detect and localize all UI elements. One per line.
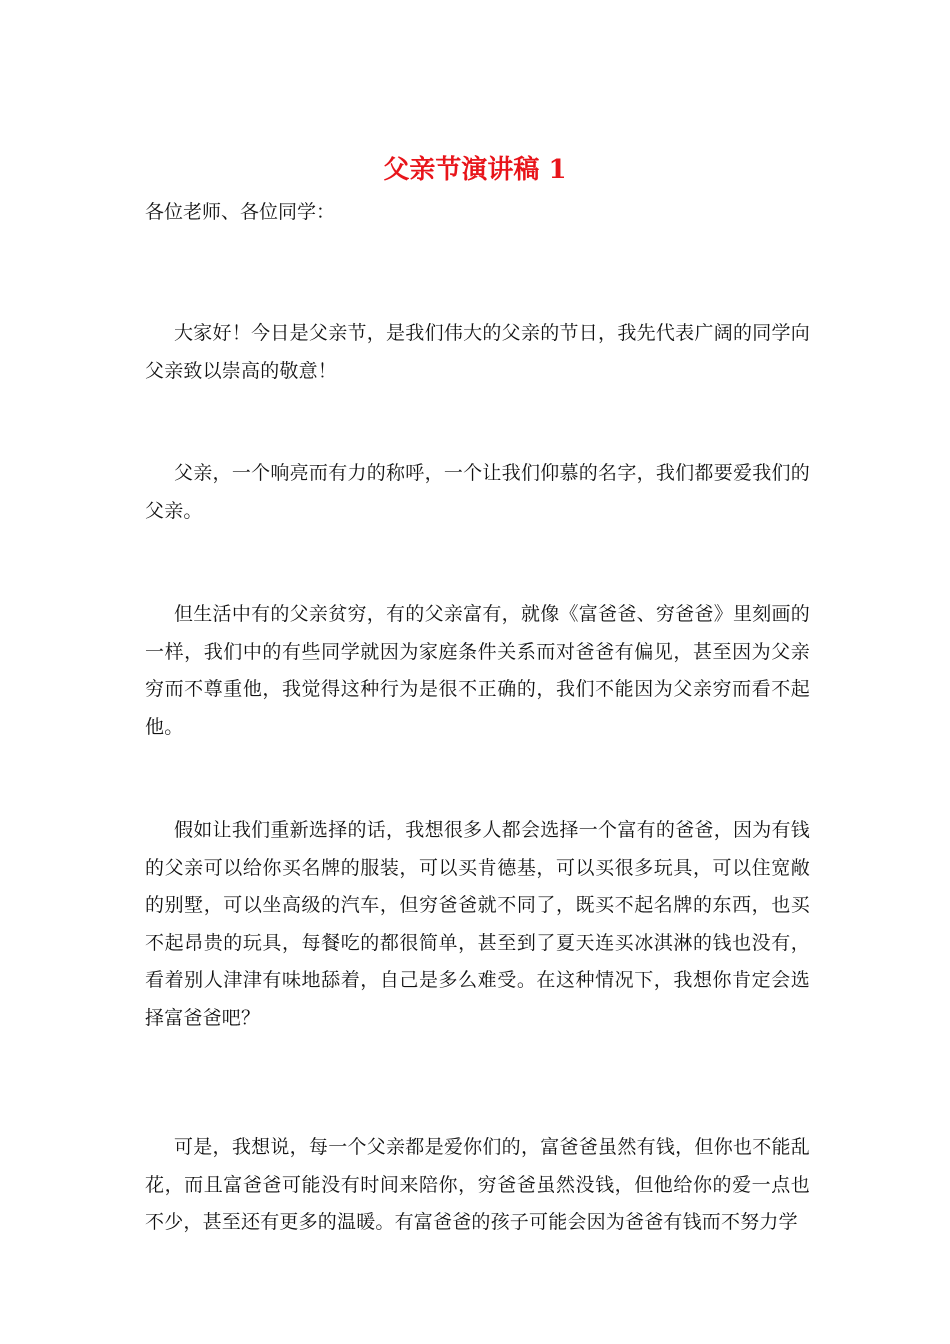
- paragraph-choice: 假如让我们重新选择的话，我想很多人都会选择一个富有的爸爸，因为有钱的父亲可以给你买名牌的服装，可以买肯德基，可以买很多玩具，可以住宽敞的别墅，可以坐高级的汽车，但穷爸爸就不同了，既买不起名牌的东西，也买不起昂贵的玩具，每餐吃的都很简单，甚至到了夏天连买冰淇淋的钱也没有，看着别人津津有味地舔着，自己是多么难受。在这种情况下，我想你肯定会选择富爸爸吧？: [145, 819, 810, 1029]
- salutation: 各位老师、各位同学：: [145, 201, 336, 223]
- paragraph-father-name: 父亲，一个响亮而有力的称呼，一个让我们仰慕的名字，我们都要爱我们的父亲。: [145, 462, 810, 522]
- paragraph-rich-poor: 但生活中有的父亲贫穷，有的父亲富有，就像《富爸爸、穷爸爸》里刻画的一样，我们中的有些同学就因为家庭条件关系而对爸爸有偏见，甚至因为父亲穷而不尊重他，我觉得这种行为是很不正确的，我们不能因为父亲穷而看不起他。: [145, 603, 810, 738]
- paragraph-greeting: 大家好！今日是父亲节，是我们伟大的父亲的节日，我先代表广阔的同学向父亲致以崇高的敬意！: [145, 322, 810, 382]
- paragraph-love: 可是，我想说，每一个父亲都是爱你们的，富爸爸虽然有钱，但你也不能乱花，而且富爸爸可能没有时间来陪你，穷爸爸虽然没钱，但他给你的爱一点也不少，甚至还有更多的温暖。有富爸爸的孩子可能会因为爸爸有钱而不努力学: [145, 1136, 810, 1233]
- document-title: 父亲节演讲稿 1: [383, 155, 567, 185]
